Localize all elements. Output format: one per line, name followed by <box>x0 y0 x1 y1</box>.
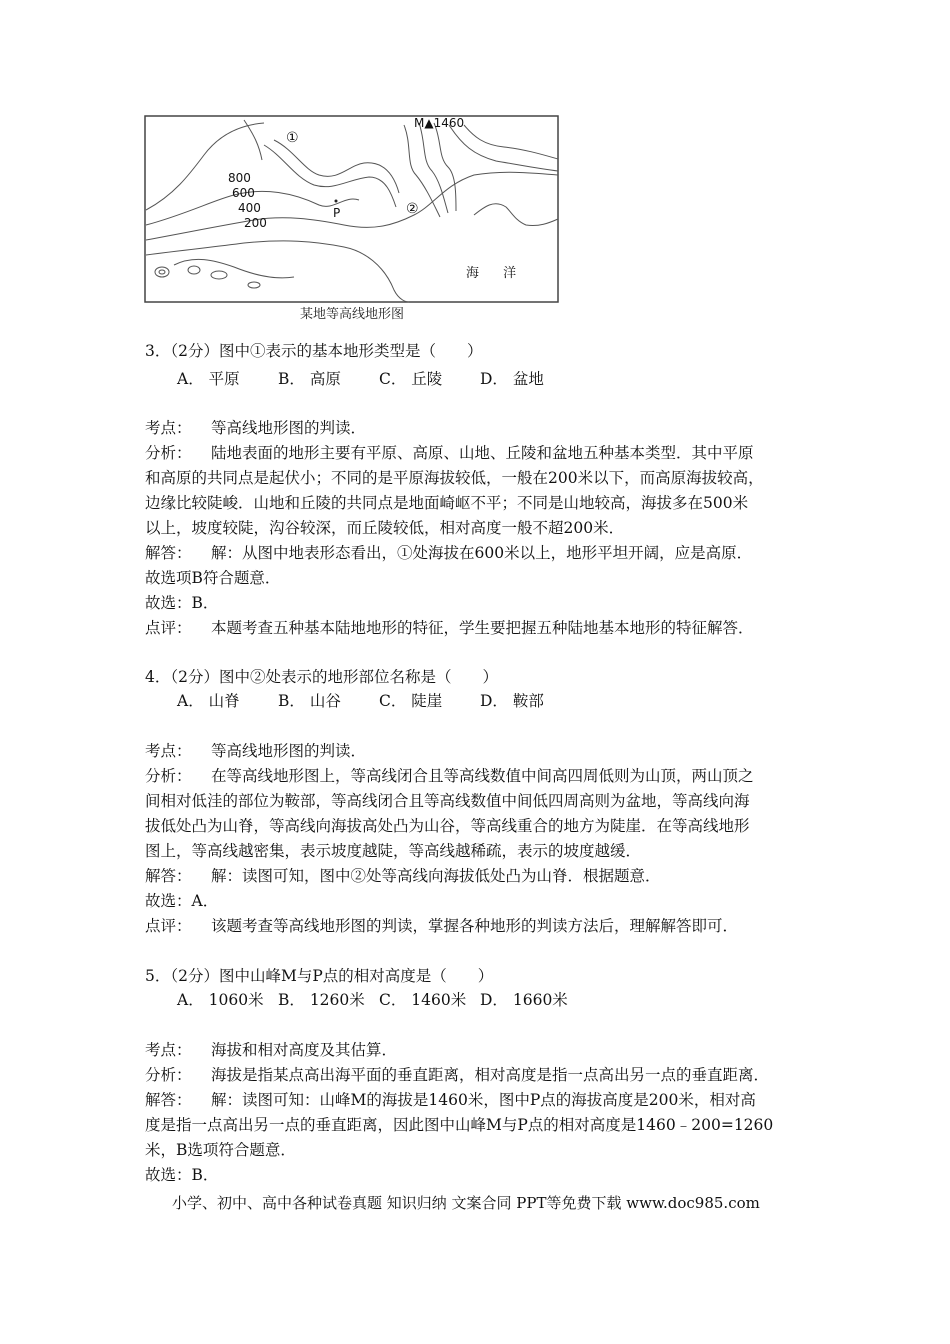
q5-option-a: A． 1060米 <box>177 991 264 1009</box>
q3-option-d: D． 盆地 <box>480 370 544 388</box>
q5-fenxi-line-1: 海拔是指某点高出海平面的垂直距离，相对高度是指一点高出另一点的垂直距离． <box>211 1066 770 1084</box>
footer-download-text: 小学、初中、高中各种试卷真题 知识归纳 文案合同 PPT等免费下载 www.doc985.com <box>172 1194 760 1212</box>
point-p-marker <box>335 200 338 203</box>
q4-dianping <box>145 916 738 936</box>
q5-jieda-line-3: 米，B选项符合题意． <box>145 1141 296 1159</box>
q3-fenxi-line-3: 边缘比较陡峻．山地和丘陵的共同点是地面崎岖不平；不同是山地较高，海拔多在500米 <box>145 494 749 512</box>
q4-fenxi-line-4: 图上，等高线越密集，表示坡度越陡，等高线越稀疏，表示的坡度越缓． <box>145 842 642 860</box>
q5-option-b: B． 1260米 <box>278 991 365 1009</box>
q3-kaodian-text: 等高线地形图的判读． <box>211 419 367 437</box>
q4-fenxi-line-3: 拔低处凸为山脊，等高线向海拔高处凸为山谷，等高线重合的地方为陡崖．在等高线地形 <box>145 817 750 835</box>
q4-option-d: D． 鞍部 <box>480 692 544 710</box>
q3-fenxi-label: 分析： <box>145 444 192 462</box>
q3-dianping-label: 点评： <box>145 619 192 637</box>
q3-option-b: B． 高原 <box>278 370 341 388</box>
q4-fenxi-line-2: 间相对低洼的部位为鞍部，等高线闭合且等高线数值中间低四周高则为盆地，等高线向海 <box>145 792 750 810</box>
q5-kaodian-text: 海拔和相对高度及其估算． <box>211 1041 398 1059</box>
q5-option-c: C． 1460米 <box>379 991 467 1009</box>
q3-dianping-text: 本题考查五种基本陆地地形的特征，学生要把握五种陆地基本地形的特征解答． <box>211 619 754 637</box>
q5-fenxi <box>145 1065 769 1085</box>
q5-jieda-label: 解答： <box>145 1091 192 1109</box>
q4-kaodian-text: 等高线地形图的判读． <box>211 742 367 760</box>
q4-option-a: A． 山脊 <box>177 692 240 710</box>
q3-option-c: C． 丘陵 <box>379 370 443 388</box>
sea-label: 海 洋 <box>466 266 527 281</box>
q5-kaodian <box>145 1040 397 1060</box>
q4-jieda <box>145 866 661 886</box>
q4-option-b: B． 山谷 <box>278 692 341 710</box>
q5-jieda <box>145 1090 756 1110</box>
contour-label-200: 200 <box>244 216 267 230</box>
q4-fenxi-line-1: 在等高线地形图上，等高线闭合且等高线数值中间高四周低则为山顶，两山顶之 <box>211 767 754 785</box>
q3-jieda-line-1: 解：从图中地表形态看出，①处海拔在600米以上，地形平坦开阔，应是高原． <box>211 544 753 562</box>
q3-jieda-line-2: 故选项B符合题意． <box>145 569 281 587</box>
q3-answer: 故选：B． <box>145 594 219 612</box>
map-caption: 某地等高线地形图 <box>300 307 405 322</box>
q4-dianping-label: 点评： <box>145 917 192 935</box>
q5-answer: 故选：B． <box>145 1166 219 1184</box>
q4-fenxi <box>145 766 754 786</box>
q3-option-a: A． 平原 <box>177 370 240 388</box>
q4-dianping-text: 该题考查等高线地形图的判读，掌握各种地形的判读方法后，理解解答即可． <box>211 917 739 935</box>
q3-fenxi <box>145 443 754 463</box>
q3-question: 3．（2分）图中①表示的基本地形类型是（ ） <box>145 342 483 360</box>
label-circle-1: ① <box>286 130 299 146</box>
contour-label-600: 600 <box>232 186 255 200</box>
contour-label-800: 800 <box>228 171 251 185</box>
q4-jieda-label: 解答： <box>145 867 192 885</box>
q4-kaodian <box>145 741 366 761</box>
q3-jieda <box>145 543 752 563</box>
q3-fenxi-line-4: 以上，坡度较陡，沟谷较深，而丘陵较低，相对高度一般不超200米． <box>145 519 625 537</box>
label-circle-2: ② <box>406 201 419 217</box>
q3-dianping <box>145 618 754 638</box>
q5-option-d: D． 1660米 <box>480 991 568 1009</box>
q4-fenxi-label: 分析： <box>145 767 192 785</box>
contour-label-400: 400 <box>238 201 261 215</box>
q3-kaodian <box>145 418 366 438</box>
q3-kaodian-label: 考点： <box>145 419 192 437</box>
point-p-label: P <box>333 206 341 220</box>
peak-m-label: M▲1460 <box>414 116 465 130</box>
q5-question: 5．（2分）图中山峰M与P点的相对高度是（ ） <box>145 967 494 985</box>
contour-map-figure <box>144 115 560 323</box>
q5-kaodian-label: 考点： <box>145 1041 192 1059</box>
q4-question: 4．（2分）图中②处表示的地形部位名称是（ ） <box>145 668 498 686</box>
q4-option-c: C． 陡崖 <box>379 692 443 710</box>
q3-fenxi-line-2: 和高原的共同点是起伏小；不同的是平原海拔较低，一般在200米以下，而高原海拔较高， <box>145 469 764 487</box>
q3-jieda-label: 解答： <box>145 544 192 562</box>
q5-fenxi-label: 分析： <box>145 1066 192 1084</box>
q4-answer: 故选：A． <box>145 892 219 910</box>
q5-jieda-line-2: 度是指一点高出另一点的垂直距离，因此图中山峰M与P点的相对高度是1460﹣200=1260 <box>145 1116 774 1134</box>
q5-jieda-line-1: 解：读图可知：山峰M的海拔是1460米，图中P点的海拔高度是200米，相对高 <box>211 1091 756 1109</box>
q4-jieda-line-1: 解：读图可知，图中②处等高线向海拔低处凸为山脊．根据题意． <box>211 867 661 885</box>
q3-fenxi-line-1: 陆地表面的地形主要有平原、高原、山地、丘陵和盆地五种基本类型．其中平原 <box>211 444 754 462</box>
q4-kaodian-label: 考点： <box>145 742 192 760</box>
